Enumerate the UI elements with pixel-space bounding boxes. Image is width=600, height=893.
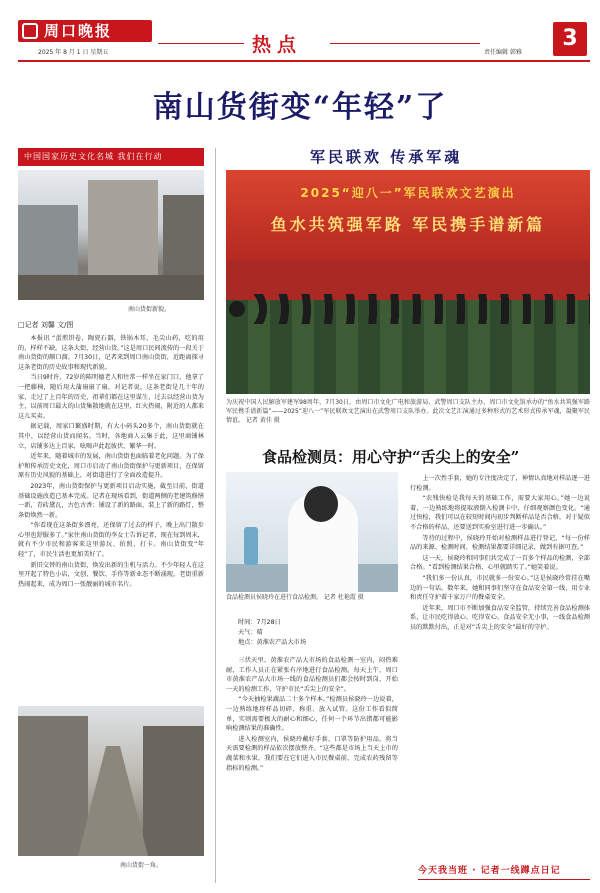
page-number: 3	[553, 22, 587, 56]
paragraph: 2023年，南山货街保护与更新项目启动实施，截至目前，街道基础设施改造已基本完成。记者在现场看到，街道两侧的老建筑修缮一新，青砖黛瓦，古色古香；铺设了新的路面，装上了新的路灯，整条街焕然一新。	[18, 482, 204, 519]
performance-photo	[226, 170, 590, 394]
paragraph: 据记载，周家口繁盛时期，有大小码头20多个，南山货街就在其中，以经营山货而闻名。当时，各地商人云集于此，这里商铺林立，店铺多达上百家，吆喝声此起彼伏，繁华一时。	[18, 423, 204, 450]
paragraph: “你看现在这条街多漂亮，还保留了过去的样子，晚上出门散步心里也舒服多了。”家住南山货街的李女士告诉记者，现在每到周末，就有不少市民和游客来这里游玩、拍照、打卡。南山货街变“年轻”了，市民生活也更加美好了。	[18, 522, 204, 559]
section-title: 热点	[252, 34, 303, 56]
editor-credits: 责任编辑 韩雅	[484, 49, 522, 56]
paragraph: 这一天，侯晓玲和同事们共完成了一百多个样品的检测，全部合格。“看到检测结果合格，心里就踏实了。”她笑着说。	[410, 554, 590, 572]
street-photo	[18, 170, 204, 300]
paragraph: 上一次性手套，她的专注度决定了，神情认真地对样品逐一进行检测。	[410, 475, 590, 492]
photo-banner-slogan: 鱼水共筑强军路 军民携手谱新篇	[270, 215, 546, 234]
paragraph: 等待的过程中，侯晓玲开始对检测样品进行登记，“每一份样品的来源、检测时间、检测结果都要详细记录，做到有据可查。”	[410, 534, 590, 552]
info-weather: 天气：晴	[238, 629, 263, 636]
issue-date: 2025 年 8 月 1 日 星期五	[38, 49, 109, 56]
column-footer-logo: 今天我当班 · 记者一线蹲点日记	[418, 862, 590, 880]
performance-photo-caption: 为庆祝中国人民解放军建军98周年，7月30日，由周口市文化广电和旅游局、武警周口支队主办，周口市文化馆承办的“鱼水共筑强军路 军民携手谱新篇”——2025“迎八一”军民联欢文艺演出在武警周口支队举办。此次文艺汇演通过多种形式的艺术形式传承军魂，凝聚军民情谊。 记者 黄佳 摄	[226, 399, 590, 424]
food-story-headline: 食品检测员：用心守护“舌尖上的安全”	[262, 448, 520, 466]
lab-photo-caption: 食品检测员侯晓玲在进行食品检测。 记者 杜艳霞 摄	[226, 594, 364, 601]
section-divider-right	[330, 43, 480, 44]
paragraph: 近年来，周口市不断加强食品安全监管，持续完善食品检测体系，让市民吃得放心、吃得安心。食品安全无小事，一线食品检测员的默默付出，正是对“舌尖上的安全”最好的守护。	[410, 604, 590, 631]
masthead	[0, 0, 600, 58]
street-photo-caption: 南山货街新貌。	[128, 306, 171, 313]
alley-photo	[18, 706, 204, 856]
column-divider	[215, 148, 216, 883]
paragraph: 进入检测室内，侯晓玲戴好手套、口罩等防护用品，将当天需要检测的样品依次摆放整齐。“这些都是市场上当天上市的蔬菜和水果，我们要在它们进入市民餐桌前，完成农药残留等指标的检测。”	[226, 735, 398, 772]
food-story-body-col2	[410, 474, 590, 858]
food-story-body-col1	[226, 656, 398, 886]
paragraph: 三伏天里，黄淮农产品大市场的食品检测一室内，闷热难耐，工作人员正在紧张有序地进行食品检测。每天上午，周口市黄淮农产品大市场一线的食品检测员们都会按时到岗，开始一天的检测工作，守护市民“舌尖上的安全”。	[226, 657, 398, 693]
paragraph: “我们多一份认真，市民就多一份安心。”这是侯晓玲常挂在嘴边的一句话。数年来，她和同事们坚守在食品安全第一线，用专业和责任守护着千家万户的餐桌安全。	[410, 574, 590, 602]
logo-seal-icon	[22, 23, 38, 39]
photo-banner-text: 2025“迎八一”军民联欢文艺演出	[300, 186, 516, 200]
paragraph: “今天抽检果蔬品二十多个样本。”检测员侯晓玲一边说着，一边熟练地将样品切碎、称重、放入试管。这份工作看似简单，实则需要极大的耐心和细心，任何一个环节出错都可能影响检测结果的准确性。	[226, 696, 398, 733]
left-story-byline: □记者 刘馨 文/图	[18, 321, 74, 329]
info-time: 时间：7月28日	[238, 619, 281, 626]
logo-text: 周口晚报	[44, 22, 113, 40]
main-headline: 南山货街变“年轻”了	[152, 90, 448, 125]
info-location: 地点：黄淮农产品大市场	[238, 639, 307, 646]
paragraph: 近年来，随着城市的发展，南山货街也面临着老化问题。为了保护和传承历史文化，周口市启动了南山货街保护与更新项目，在保留原有历史风貌的基础上，对街道进行了全面改造提升。	[18, 453, 204, 480]
header-rule	[18, 60, 590, 62]
paragraph: 当日9时许，72岁的陈明德老人和往常一样坐在家门口，他拿了一把藤椅，随后用大蒲扇扇了扇，对记者说，这条老街是几十年的家，走过了上百年的历史，祖辈们都在这里谋生，过去以经营山货为主，以前周口最大的山货集散地就在这里，红火热闹，附近的人都来这儿买卖。	[18, 374, 204, 420]
alley-photo-caption: 南山货街一角。	[120, 862, 163, 869]
section-divider-left	[158, 43, 244, 44]
column-banner: 中国国家历史文化名城 我们在行动	[18, 148, 204, 166]
paragraph: “农残快检是我每天的基础工作，需要大家用心。”她一边说着，一边熟练地将提取液倒入检测卡中，仔细观察颜色变化。“通过快检，我们可以在较短时间内初步判断样品是否合格，对于疑似不合格的样品，还要送到实验室进行进一步确认。”	[410, 495, 590, 531]
lab-photo	[226, 472, 398, 592]
military-story-headline: 军民联欢 传承军魂	[310, 148, 463, 166]
left-story-body	[18, 334, 204, 702]
story-info	[238, 618, 306, 648]
newspaper-logo	[18, 20, 152, 42]
paragraph: 本报讯 “蛋煎饼卷，陶瓷石器，铁锅木耳，毛尖山药，吃的用的，样样不缺。这条大街，经营山货。”这是周口民间流传的一段关于南山货街的顺口溜。7月30日，记者来到周口南山货街，近距离探寻这条老街的历史故事和现代新貌。	[18, 335, 204, 371]
paragraph: 新旧交替的南山货街，焕发出新的生机与活力。不少年轻人在这里开起了特色小店，文创、餐饮、手作等新业态不断涌现，老街重新热闹起来，成为周口一张靓丽的城市名片。	[18, 561, 204, 588]
